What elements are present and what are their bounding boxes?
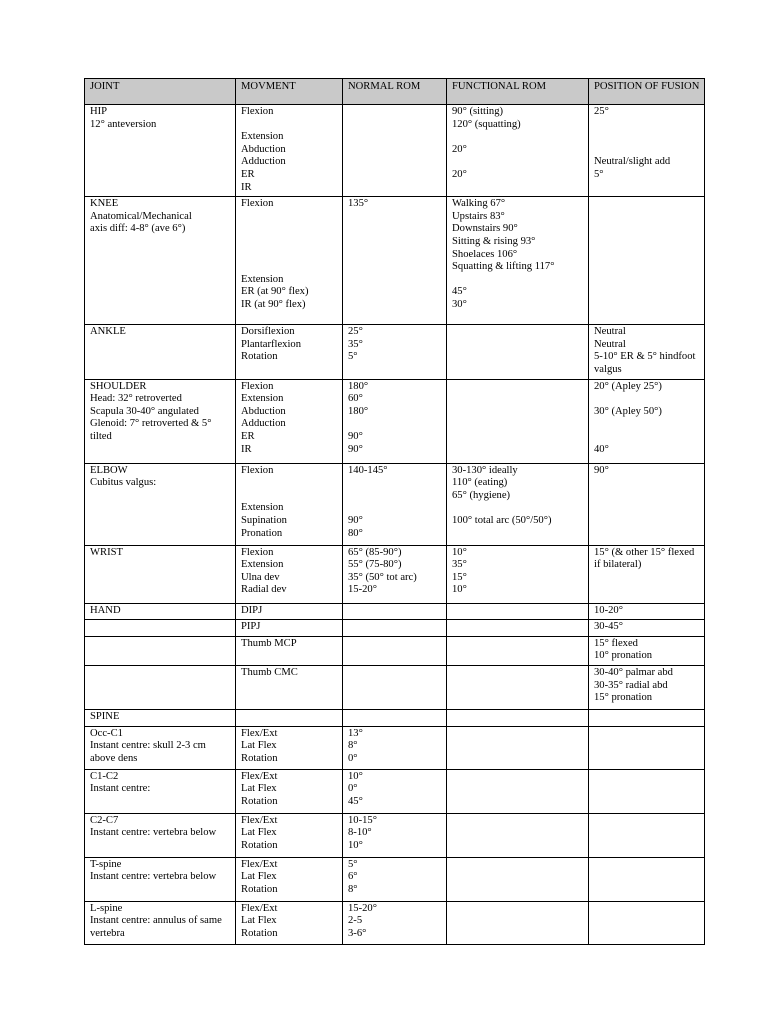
fusion-cell: 30-45° [589, 620, 705, 637]
table-row [85, 901, 705, 944]
fusion-cell [589, 813, 705, 857]
joint-cell: SPINE [85, 709, 236, 726]
functional-rom-cell [447, 603, 589, 620]
normal-rom-cell [343, 665, 447, 709]
joint-cell: C1-C2 Instant centre: [85, 769, 236, 813]
functional-rom-cell [447, 769, 589, 813]
table-row [85, 197, 705, 325]
table-body [85, 105, 705, 945]
joint-cell: T-spine Instant centre: vertebra below [85, 857, 236, 901]
joint-cell [85, 620, 236, 637]
normal-rom-cell [343, 603, 447, 620]
joint-cell: L-spine Instant centre: annulus of same vertebra [85, 901, 236, 944]
movement-cell: Thumb MCP [236, 636, 343, 665]
table-row [85, 620, 705, 637]
normal-rom-cell: 10° 0° 45° [343, 769, 447, 813]
joint-cell: HIP 12° anteversion [85, 105, 236, 197]
fusion-cell [589, 709, 705, 726]
table-row [85, 769, 705, 813]
fusion-cell [589, 197, 705, 325]
functional-rom-cell [447, 901, 589, 944]
normal-rom-cell: 15-20° 2-5 3-6° [343, 901, 447, 944]
fusion-cell: 20° (Apley 25°) 30° (Apley 50°) 40° [589, 379, 705, 463]
movement-cell: Flexion Extension ER (at 90° flex) IR (at 90° flex) [236, 197, 343, 325]
fusion-cell: 30-40° palmar abd 30-35° radial abd 15° pronation [589, 665, 705, 709]
fusion-cell [589, 901, 705, 944]
movement-cell: Flex/Ext Lat Flex Rotation [236, 857, 343, 901]
table-row [85, 726, 705, 769]
normal-rom-cell: 135° [343, 197, 447, 325]
table-row [85, 603, 705, 620]
joint-cell: ELBOW Cubitus valgus: [85, 463, 236, 545]
fusion-cell: 90° [589, 463, 705, 545]
functional-rom-cell [447, 665, 589, 709]
normal-rom-cell [343, 709, 447, 726]
fusion-cell: Neutral Neutral 5-10° ER & 5° hindfoot valgus [589, 325, 705, 379]
movement-cell: Flex/Ext Lat Flex Rotation [236, 813, 343, 857]
fusion-cell: 15° (& other 15° flexed if bilateral) [589, 545, 705, 603]
normal-rom-cell [343, 620, 447, 637]
header-normal-rom: NORMAL ROM [343, 79, 447, 105]
movement-cell: Flex/Ext Lat Flex Rotation [236, 769, 343, 813]
functional-rom-cell: 10° 35° 15° 10° [447, 545, 589, 603]
functional-rom-cell [447, 379, 589, 463]
fusion-cell: 10-20° [589, 603, 705, 620]
functional-rom-cell: Walking 67° Upstairs 83° Downstairs 90° Sitting & rising 93° Shoelaces 106° Squatting & lifting 117° 45° 30° [447, 197, 589, 325]
table-row [85, 709, 705, 726]
normal-rom-cell: 25° 35° 5° [343, 325, 447, 379]
joint-cell: Occ-C1 Instant centre: skull 2-3 cm above dens [85, 726, 236, 769]
header-movement: MOVMENT [236, 79, 343, 105]
joint-cell: WRIST [85, 545, 236, 603]
normal-rom-cell: 5° 6° 8° [343, 857, 447, 901]
normal-rom-cell [343, 636, 447, 665]
movement-cell: Dorsiflexion Plantarflexion Rotation [236, 325, 343, 379]
table-row [85, 545, 705, 603]
header-joint: JOINT [85, 79, 236, 105]
functional-rom-cell [447, 709, 589, 726]
normal-rom-cell: 13° 8° 0° [343, 726, 447, 769]
joint-cell: HAND [85, 603, 236, 620]
table-row [85, 857, 705, 901]
functional-rom-cell [447, 726, 589, 769]
movement-cell: Flex/Ext Lat Flex Rotation [236, 726, 343, 769]
movement-cell: Flex/Ext Lat Flex Rotation [236, 901, 343, 944]
table-row [85, 379, 705, 463]
joint-cell [85, 665, 236, 709]
normal-rom-cell [343, 105, 447, 197]
header-functional-rom: FUNCTIONAL ROM [447, 79, 589, 105]
functional-rom-cell [447, 636, 589, 665]
table-row [85, 813, 705, 857]
functional-rom-cell [447, 857, 589, 901]
movement-cell: Flexion Extension Abduction Adduction ER IR [236, 379, 343, 463]
movement-cell [236, 709, 343, 726]
table-row [85, 665, 705, 709]
movement-cell: PIPJ [236, 620, 343, 637]
movement-cell: DIPJ [236, 603, 343, 620]
rom-table [84, 78, 705, 945]
fusion-cell [589, 726, 705, 769]
functional-rom-cell: 30-130° ideally 110° (eating) 65° (hygiene) 100° total arc (50°/50°) [447, 463, 589, 545]
normal-rom-cell: 65° (85-90°) 55° (75-80°) 35° (50° tot arc) 15-20° [343, 545, 447, 603]
joint-cell [85, 636, 236, 665]
normal-rom-cell: 10-15° 8-10° 10° [343, 813, 447, 857]
table-row [85, 463, 705, 545]
table-row [85, 105, 705, 197]
fusion-cell: 15° flexed 10° pronation [589, 636, 705, 665]
joint-cell: C2-C7 Instant centre: vertebra below [85, 813, 236, 857]
movement-cell: Flexion Extension Abduction Adduction ER IR [236, 105, 343, 197]
fusion-cell: 25° Neutral/slight add 5° [589, 105, 705, 197]
functional-rom-cell: 90° (sitting) 120° (squatting) 20° 20° [447, 105, 589, 197]
header-row [85, 79, 705, 105]
table-row [85, 636, 705, 665]
movement-cell: Flexion Extension Supination Pronation [236, 463, 343, 545]
movement-cell: Flexion Extension Ulna dev Radial dev [236, 545, 343, 603]
joint-cell: SHOULDER Head: 32° retroverted Scapula 30-40° angulated Glenoid: 7° retroverted & 5° tilted [85, 379, 236, 463]
normal-rom-cell: 140-145° 90° 80° [343, 463, 447, 545]
joint-cell: ANKLE [85, 325, 236, 379]
fusion-cell [589, 857, 705, 901]
normal-rom-cell: 180° 60° 180° 90° 90° [343, 379, 447, 463]
header-position-of-fusion: POSITION OF FUSION [589, 79, 705, 105]
functional-rom-cell [447, 325, 589, 379]
functional-rom-cell [447, 620, 589, 637]
movement-cell: Thumb CMC [236, 665, 343, 709]
joint-cell: KNEE Anatomical/Mechanical axis diff: 4-8° (ave 6°) [85, 197, 236, 325]
fusion-cell [589, 769, 705, 813]
table-row [85, 325, 705, 379]
functional-rom-cell [447, 813, 589, 857]
